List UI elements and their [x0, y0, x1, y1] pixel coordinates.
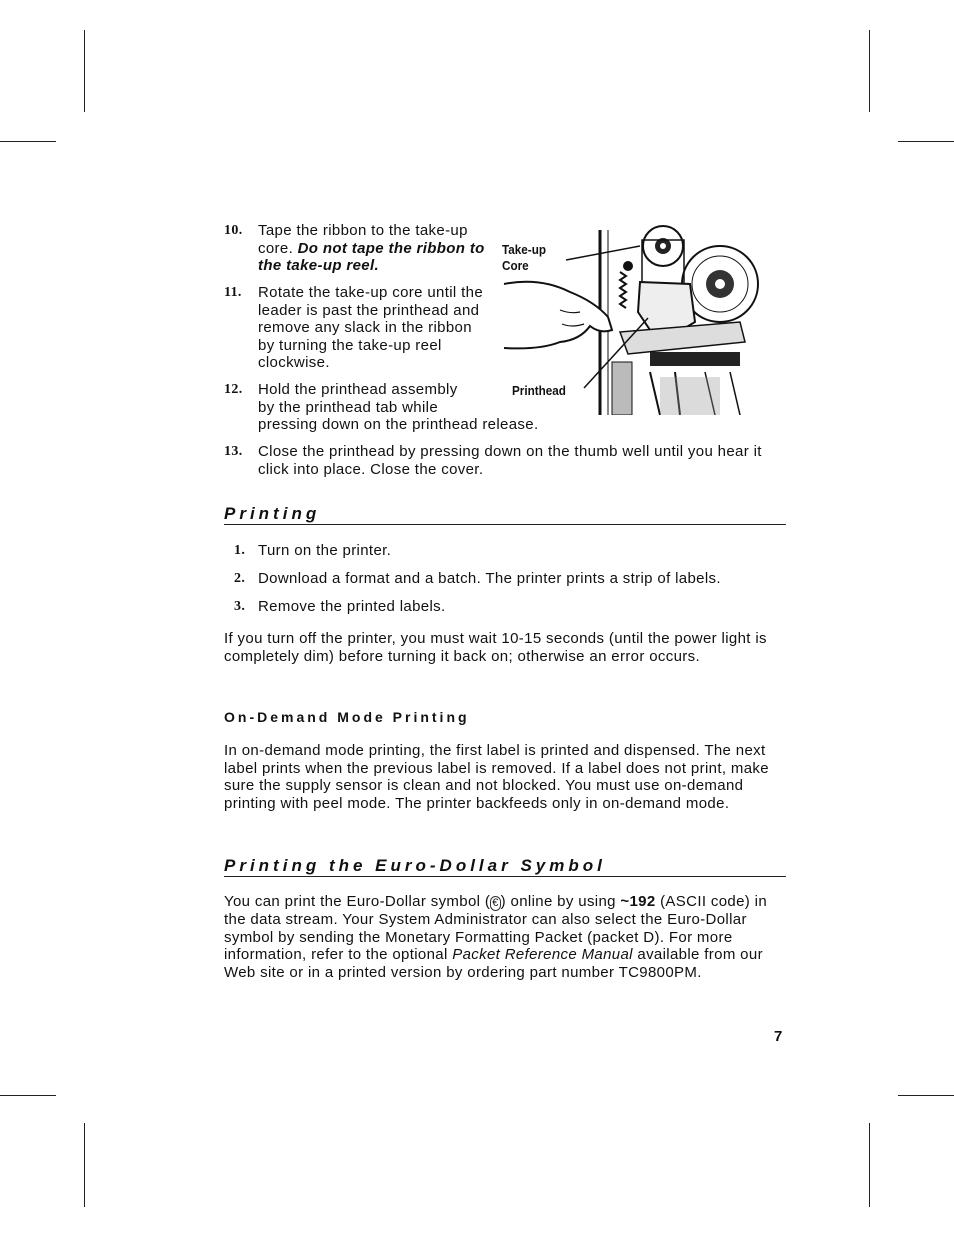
printing-heading: Printing — [224, 504, 786, 525]
printing-step-2 — [224, 570, 784, 588]
step-number: 10. — [224, 223, 243, 238]
step-text: Hold the printhead assembly by the printhead tab while pressing down on the printhead release. — [258, 381, 539, 433]
step-text: Download a format and a batch. The printer prints a strip of labels. — [258, 570, 721, 587]
step-number: 12. — [224, 382, 243, 397]
on-demand-heading: On-Demand Mode Printing — [224, 709, 470, 725]
crop-mark — [869, 30, 870, 112]
printing-step-1 — [224, 542, 784, 560]
step-text: Rotate the take-up core until the leader is past the printhead and remove any slack in the ribbon by turning the take-up reel clockwise. — [258, 284, 484, 371]
step-warning: Do not tape the ribbon to the take-up reel. — [258, 239, 485, 274]
page-number: 7 — [774, 1028, 783, 1045]
step-13 — [224, 443, 764, 478]
crop-mark — [898, 141, 954, 142]
crop-mark — [84, 1123, 85, 1207]
printer-illustration — [500, 222, 776, 415]
euro-text: You can print the Euro-Dollar symbol ( € ) online by using ~192 (ASCII code) in the data stream. Your System Administrator can also select the Euro-Dollar symbol by sending the Monetary Formatting Packet (packet D). For more information, refer to the optional Packet Reference Manual available from our Web site or in a printed version by ordering part number TC9800PM. — [224, 893, 768, 981]
takeup-core-label: Take-up Core — [502, 242, 547, 273]
step-text: Close the printhead by pressing down on the thumb well until you hear it click into place. Close the cover. — [258, 443, 762, 478]
crop-mark — [84, 30, 85, 112]
step-text: Remove the printed labels. — [258, 598, 446, 615]
step-text: Turn on the printer. — [258, 542, 392, 559]
on-demand-text: In on-demand mode printing, the first label is printed and dispensed. The next label prints when the previous label is removed. If a label does not print, make sure the supply sensor is clean and not blocked. You must use on-demand printing with peel mode. The printer backfeeds only in on-demand mode. — [224, 742, 769, 812]
power-off-note: If you turn off the printer, you must wait 10-15 seconds (until the power light is completely dim) before turning it back on; otherwise an error occurs. — [224, 630, 767, 665]
step-number: 1. — [234, 543, 246, 558]
printhead-label: Printhead — [512, 383, 566, 398]
euro-code: ~192 — [620, 893, 656, 910]
crop-mark — [869, 1123, 870, 1207]
printing-step-3 — [224, 598, 784, 616]
euro-heading: Printing the Euro-Dollar Symbol — [224, 856, 786, 877]
step-number: 11. — [224, 285, 242, 300]
step-10 — [224, 222, 494, 275]
step-number: 13. — [224, 444, 243, 459]
crop-mark — [0, 1095, 56, 1096]
step-number: 2. — [234, 571, 246, 586]
euro-symbol: € — [492, 897, 499, 909]
step-text: Tape the ribbon to the take-up core. Do not tape the ribbon to the take-up reel. — [258, 222, 485, 274]
step-11 — [224, 284, 486, 372]
manual-title: Packet Reference Manual — [452, 946, 633, 963]
crop-mark — [898, 1095, 954, 1096]
step-number: 3. — [234, 599, 246, 614]
crop-mark — [0, 141, 56, 142]
